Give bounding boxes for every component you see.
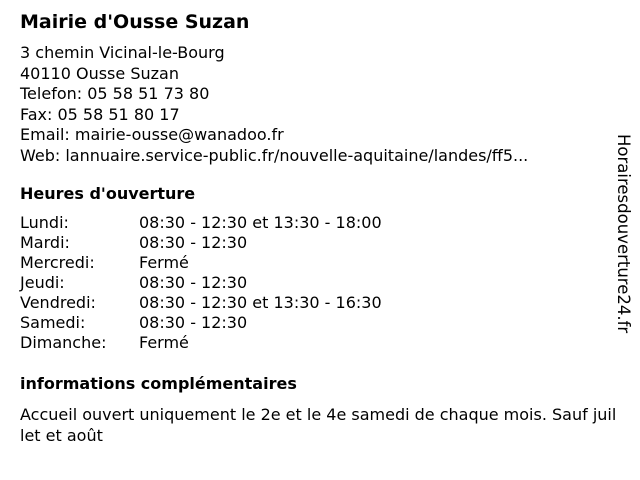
hours-row-thursday <box>20 273 440 293</box>
address-street: 3 chemin Vicinal-le-Bourg <box>20 43 225 62</box>
day-label: Dimanche: <box>20 333 107 352</box>
day-label: Lundi: <box>20 213 69 232</box>
day-label: Samedi: <box>20 313 86 332</box>
time-value: 08:30 - 12:30 et 13:30 - 16:30 <box>139 293 382 312</box>
site-watermark: Horairesdouverture24.fr <box>614 134 633 334</box>
hours-row-friday <box>20 293 440 313</box>
hours-row-tuesday <box>20 233 440 253</box>
time-value: Fermé <box>139 333 189 352</box>
contact-block <box>20 43 528 166</box>
day-label: Mercredi: <box>20 253 95 272</box>
opening-hours-heading: Heures d'ouverture <box>20 184 196 203</box>
opening-hours-table <box>20 213 440 353</box>
additional-info-heading: informations complémentaires <box>20 374 297 393</box>
website-link: Web: lannuaire.service-public.fr/nouvelle-aquitaine/landes/ff5... <box>20 145 529 165</box>
address-city: 40110 Ousse Suzan <box>20 63 179 83</box>
hours-row-sunday <box>20 333 440 353</box>
page-title: Mairie d'Ousse Suzan <box>20 11 250 33</box>
day-label: Vendredi: <box>20 293 96 312</box>
time-value: 08:30 - 12:30 <box>139 313 248 332</box>
hours-row-monday <box>20 213 440 233</box>
hours-row-saturday <box>20 313 440 333</box>
fax-number: Fax: 05 58 51 80 17 <box>20 104 180 124</box>
additional-info-text: Accueil ouvert uniquement le 2e et le 4e samedi de chaque mois. Sauf juillet et août <box>20 405 617 445</box>
hours-row-wednesday <box>20 253 440 273</box>
email-address: Email: mairie-ousse@wanadoo.fr <box>20 125 284 144</box>
time-value: 08:30 - 12:30 <box>139 273 248 292</box>
time-value: 08:30 - 12:30 et 13:30 - 18:00 <box>139 213 382 232</box>
time-value: 08:30 - 12:30 <box>139 233 248 252</box>
day-label: Jeudi: <box>20 273 65 292</box>
time-value: Fermé <box>139 253 189 272</box>
phone-number: Telefon: 05 58 51 73 80 <box>20 84 210 103</box>
day-label: Mardi: <box>20 233 70 252</box>
